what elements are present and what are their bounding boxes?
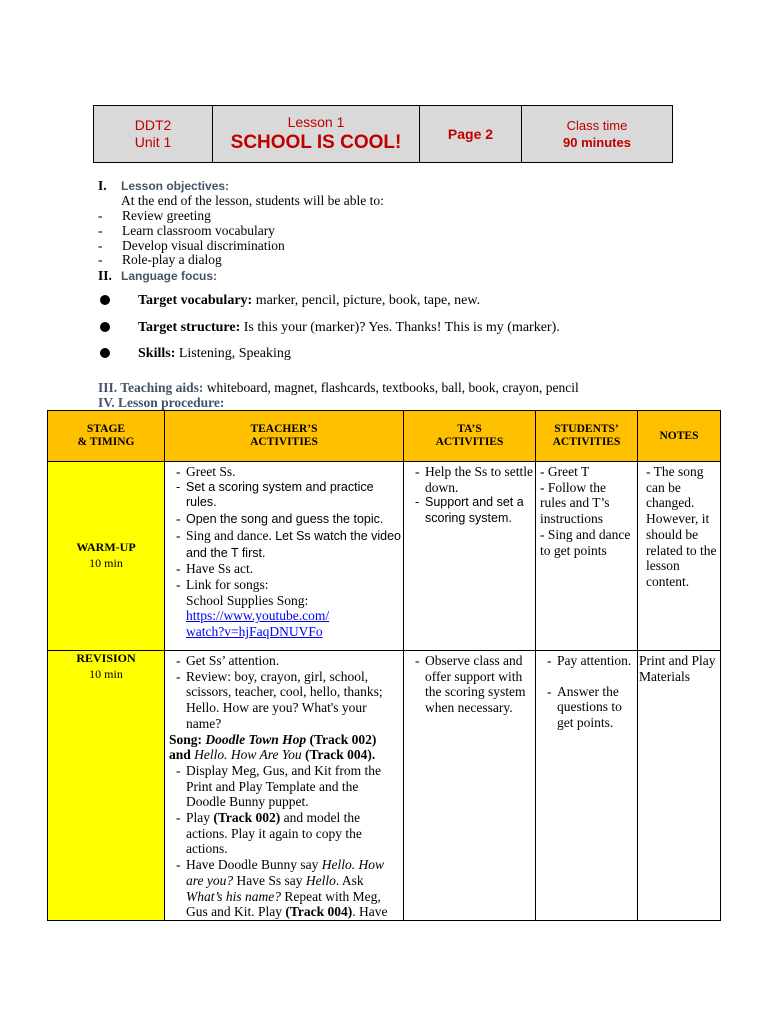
list-item: - Open the song and guess the topic. [169,511,401,528]
list-item: - Follow the rules and T’s instructions [540,479,610,527]
teacher-activities-cell [165,462,404,651]
list-item: - Link for songs: School Supplies Song: https://www.youtube.com/ watch?v=hjFaqDNUVFo [169,577,401,640]
lesson-number: Lesson 1 [287,113,345,130]
col-header-stage: STAGE & TIMING [48,411,165,462]
bullet-icon [100,295,110,305]
procedure-heading-line [98,395,224,410]
class-time-value: 90 minutes [563,135,631,150]
song-link[interactable]: https://www.youtube.com/ watch?v=hjFaqDNUVFo [186,608,330,640]
song-name: School Supplies Song: [186,592,309,608]
objectives-intro: At the end of the lesson, students will be able to: [121,193,384,208]
objective-item: - Review greeting [98,208,211,223]
class-time-label: Class time [566,118,628,133]
objective-item: - Role-play a dialog [98,252,222,267]
list-item: - Greet T [540,464,590,479]
language-focus-heading: Language focus: [121,269,218,283]
col-header-students: STUDENTS’ ACTIVITIES [536,411,638,462]
target-structure: Target structure: Is this your (marker)? Yes. Thanks! This is my (marker). [100,320,560,336]
section-number: II. [98,268,112,283]
teacher-activities-cell [165,651,404,921]
table-header-row [48,411,721,462]
list-item: - Answer the questions to get points. [540,684,635,731]
list-item: - Play (Track 002) and model the actions. Play it again to copy the actions. [169,810,401,857]
bullet-icon [100,348,110,358]
list-item: - Have Ss act. [169,561,401,577]
notes-cell: Print and Play Materials [638,651,721,921]
course-unit-cell [94,106,213,163]
skills: Skills: Listening, Speaking [100,346,291,362]
list-item: - Pay attention. [540,653,635,669]
stage-name: REVISION [76,651,136,665]
objective-item: - Learn classroom vocabulary [98,223,275,238]
objectives-heading: Lesson objectives: [121,179,230,193]
procedure-heading: IV. Lesson procedure: [98,395,225,410]
course-code: DDT2 [134,117,172,133]
teaching-aids-heading: III. Teaching aids: [98,380,204,395]
language-focus-heading-line [98,268,217,284]
col-header-notes: NOTES [638,411,721,462]
stage-cell [48,651,165,921]
students-activities-cell [536,462,638,651]
list-item: - Have Doodle Bunny say Hello. How are you? Have Ss say Hello. Ask What’s his name? Repeat with Meg, Gus and Kit. Play (Track 004). Have [169,857,401,920]
song-line: Song: Doodle Town Hop (Track 002) and Hello. How Are You (Track 004). [169,731,377,763]
list-item: - Get Ss’ attention. [169,653,401,669]
col-header-teacher: TEACHER’S ACTIVITIES [165,411,404,462]
lesson-title-cell [213,106,420,163]
ta-activities-cell [404,462,536,651]
ta-activities-cell [404,651,536,921]
list-item: - Set a scoring system and practice rules. [169,480,401,511]
unit-label: Unit 1 [134,134,172,150]
table-row [48,651,721,921]
stage-cell [48,462,165,651]
objective-item: - Develop visual discrimination [98,238,285,253]
page-number: Page 2 [420,106,522,163]
class-time-cell [522,106,673,163]
stage-name: WARM-UP [76,540,136,555]
teaching-aids-line [98,380,579,395]
list-item: - Observe class and offer support with the scoring system when necessary. [408,653,533,716]
lesson-title: SCHOOL IS COOL! [230,131,402,153]
section-number: I. [98,178,107,193]
col-header-ta: TA’S ACTIVITIES [404,411,536,462]
list-item: - Greet Ss. [169,464,401,480]
teaching-aids-text: whiteboard, magnet, flashcards, textbooks, ball, book, crayon, pencil [206,380,579,395]
procedure-table [47,410,721,921]
list-item: - Help the Ss to settle down. [408,464,533,495]
bullet-icon [100,322,110,332]
list-item: - Support and set a scoring system. [408,495,533,526]
list-item: - Display Meg, Gus, and Kit from the Print and Play Template and the Doodle Bunny puppet. [169,763,401,810]
objectives-heading-line [98,178,229,194]
lesson-header-table [93,105,673,163]
table-row [48,462,721,651]
list-item: - Sing and dance. Let Ss watch the video and the T first. [169,528,401,561]
students-activities-cell [536,651,638,921]
target-vocabulary: Target vocabulary: marker, pencil, picture, book, tape, new. [100,293,480,309]
list-item: - Sing and dance to get points [540,526,631,558]
stage-time: 10 min [89,666,123,681]
stage-time: 10 min [89,556,123,570]
list-item: - Review: boy, crayon, girl, school, scissors, teacher, cool, hello, thanks; Hello. How are you? What's your name? [169,669,401,732]
notes-cell: - The song can be changed. However, it should be related to the lesson content. [638,462,721,651]
